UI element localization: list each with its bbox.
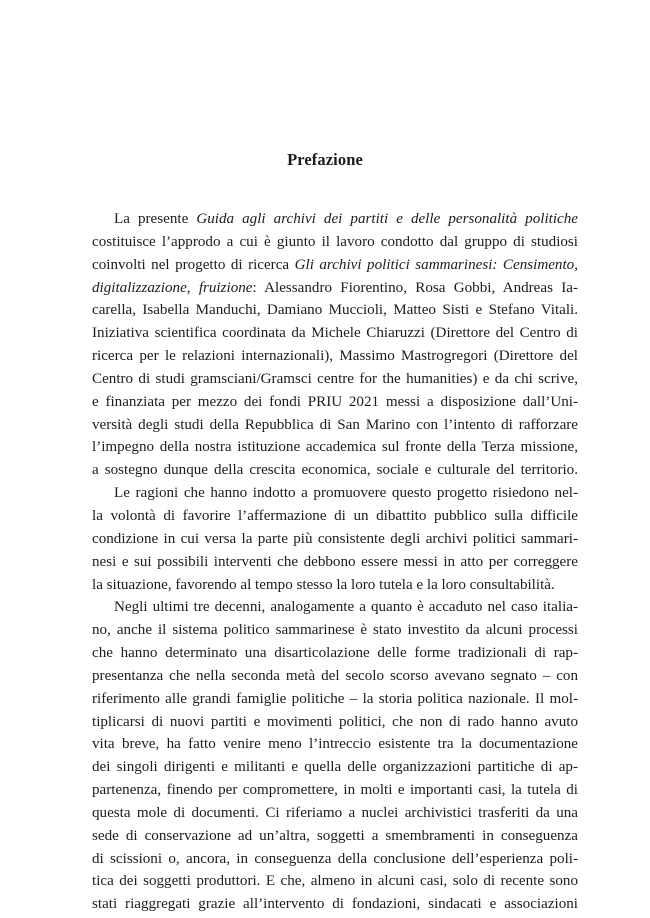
text-line bbox=[92, 802, 578, 825]
text-segment: riferimento alle grandi famiglie politiche – la storia politica nazionale. Il mol- bbox=[92, 690, 578, 707]
text-segment: dei singoli dirigenti e militanti e quella delle organizzazioni partitiche di ap- bbox=[92, 759, 578, 776]
text-line bbox=[92, 368, 578, 391]
text-line bbox=[92, 391, 578, 414]
text-line bbox=[92, 893, 578, 916]
text-segment: presentanza che nella seconda metà del secolo scorso avevano segnato – con bbox=[92, 667, 578, 684]
text-segment: l’impegno della nostra istituzione accademica sul fronte della Terza missione, bbox=[92, 439, 578, 456]
text-line bbox=[92, 848, 578, 871]
text-segment: condizione in cui versa la parte più consistente degli archivi politici sammari- bbox=[92, 530, 578, 547]
text-line bbox=[92, 414, 578, 437]
text-line bbox=[92, 459, 578, 482]
text-segment: tiplicarsi di nuovi partiti e movimenti politici, che non di rado hanno avuto bbox=[92, 713, 578, 730]
text-segment: questa mole di documenti. Ci riferiamo a nuclei archivistici trasferiti da una bbox=[92, 804, 578, 821]
text-line bbox=[92, 779, 578, 802]
text-segment: : Alessandro Fiorentino, Rosa Gobbi, Andreas Ia- bbox=[252, 279, 578, 296]
text-line bbox=[92, 825, 578, 848]
text-segment: nesi e sui possibili interventi che debbono essere messi in atto per correggere bbox=[92, 553, 578, 570]
text-segment: no, anche il sistema politico sammarinese è stato investito da alcuni processi bbox=[92, 622, 578, 639]
text-line bbox=[92, 551, 578, 574]
text-segment: a sostegno dunque della crescita economica, sociale e culturale del territorio. bbox=[92, 462, 578, 479]
text-segment: versità degli studi della Repubblica di San Marino con l’intento di rafforzare bbox=[92, 416, 578, 433]
text-line bbox=[92, 574, 578, 597]
preface-body bbox=[92, 208, 578, 916]
text-line bbox=[92, 208, 578, 231]
text-segment: stati riaggregati grazie all’intervento di fondazioni, sindacati e associazioni bbox=[92, 896, 578, 913]
text-line bbox=[92, 756, 578, 779]
italic-text: Guida agli archivi dei partiti e delle personalità politiche bbox=[196, 211, 578, 227]
page-title: Prefazione bbox=[287, 150, 363, 169]
text-line bbox=[92, 277, 578, 300]
text-segment: tica dei soggetti produttori. E che, almeno in alcuni casi, solo di recente sono bbox=[92, 873, 578, 890]
text-line bbox=[92, 505, 578, 528]
text-segment: che hanno determinato una disarticolazione delle forme tradizionali di rap- bbox=[92, 645, 578, 662]
text-segment: La presente bbox=[114, 211, 197, 227]
text-line bbox=[92, 436, 578, 459]
text-line bbox=[92, 528, 578, 551]
text-segment: coinvolti nel progetto di ricerca bbox=[92, 256, 295, 273]
text-segment: Iniziativa scientifica coordinata da Michele Chiaruzzi (Direttore del Centro di bbox=[92, 325, 578, 342]
text-segment: la volontà di favorire l’affermazione di un dibattito pubblico sulla difficile bbox=[92, 507, 578, 524]
text-line bbox=[92, 299, 578, 322]
text-segment: partenenza, finendo per compromettere, in molti e importanti casi, la tutela di bbox=[92, 782, 578, 799]
text-segment: e finanziata per mezzo dei fondi PRIU 2021 messi a disposizione dall’Uni- bbox=[92, 393, 578, 410]
text-line bbox=[92, 619, 578, 642]
text-segment: costituisce l’approdo a cui è giunto il lavoro condotto dal gruppo di studiosi bbox=[92, 233, 578, 250]
italic-text: digitalizzazione, fruizione bbox=[92, 279, 253, 296]
text-line bbox=[92, 711, 578, 734]
text-line bbox=[92, 733, 578, 756]
text-segment: Negli ultimi tre decenni, analogamente a quanto è accaduto nel caso italia- bbox=[114, 599, 578, 616]
text-segment: di scissioni o, ancora, in conseguenza della conclusione dell’esperienza poli- bbox=[92, 850, 578, 867]
text-line bbox=[92, 322, 578, 345]
text-segment: Centro di studi gramsciani/Gramsci centre for the humanities) e da chi scrive, bbox=[92, 370, 578, 387]
text-line bbox=[92, 870, 578, 893]
text-segment: vita breve, ha fatto venire meno l’intreccio esistente tra la documentazione bbox=[92, 736, 578, 753]
text-segment: ricerca per le relazioni internazionali), Massimo Mastrogregori (Direttore del bbox=[92, 348, 578, 365]
text-line bbox=[92, 642, 578, 665]
text-line bbox=[92, 345, 578, 368]
text-line bbox=[92, 254, 578, 277]
text-segment: sede di conservazione ad un’altra, soggetti a smembramenti in conseguenza bbox=[92, 827, 578, 844]
text-segment: carella, Isabella Manduchi, Damiano Muccioli, Matteo Sisti e Stefano Vitali. bbox=[92, 302, 578, 319]
text-segment: la situazione, favorendo al tempo stesso la loro tutela e la loro consultabilità. bbox=[92, 576, 555, 593]
text-line bbox=[92, 231, 578, 254]
italic-text: Gli archivi politici sammarinesi: Censimento, bbox=[294, 256, 578, 273]
text-line bbox=[92, 665, 578, 688]
text-segment: Le ragioni che hanno indotto a promuovere questo progetto risiedono nel- bbox=[114, 485, 578, 502]
text-line bbox=[92, 482, 578, 505]
text-line bbox=[92, 596, 578, 619]
text-line bbox=[92, 688, 578, 711]
